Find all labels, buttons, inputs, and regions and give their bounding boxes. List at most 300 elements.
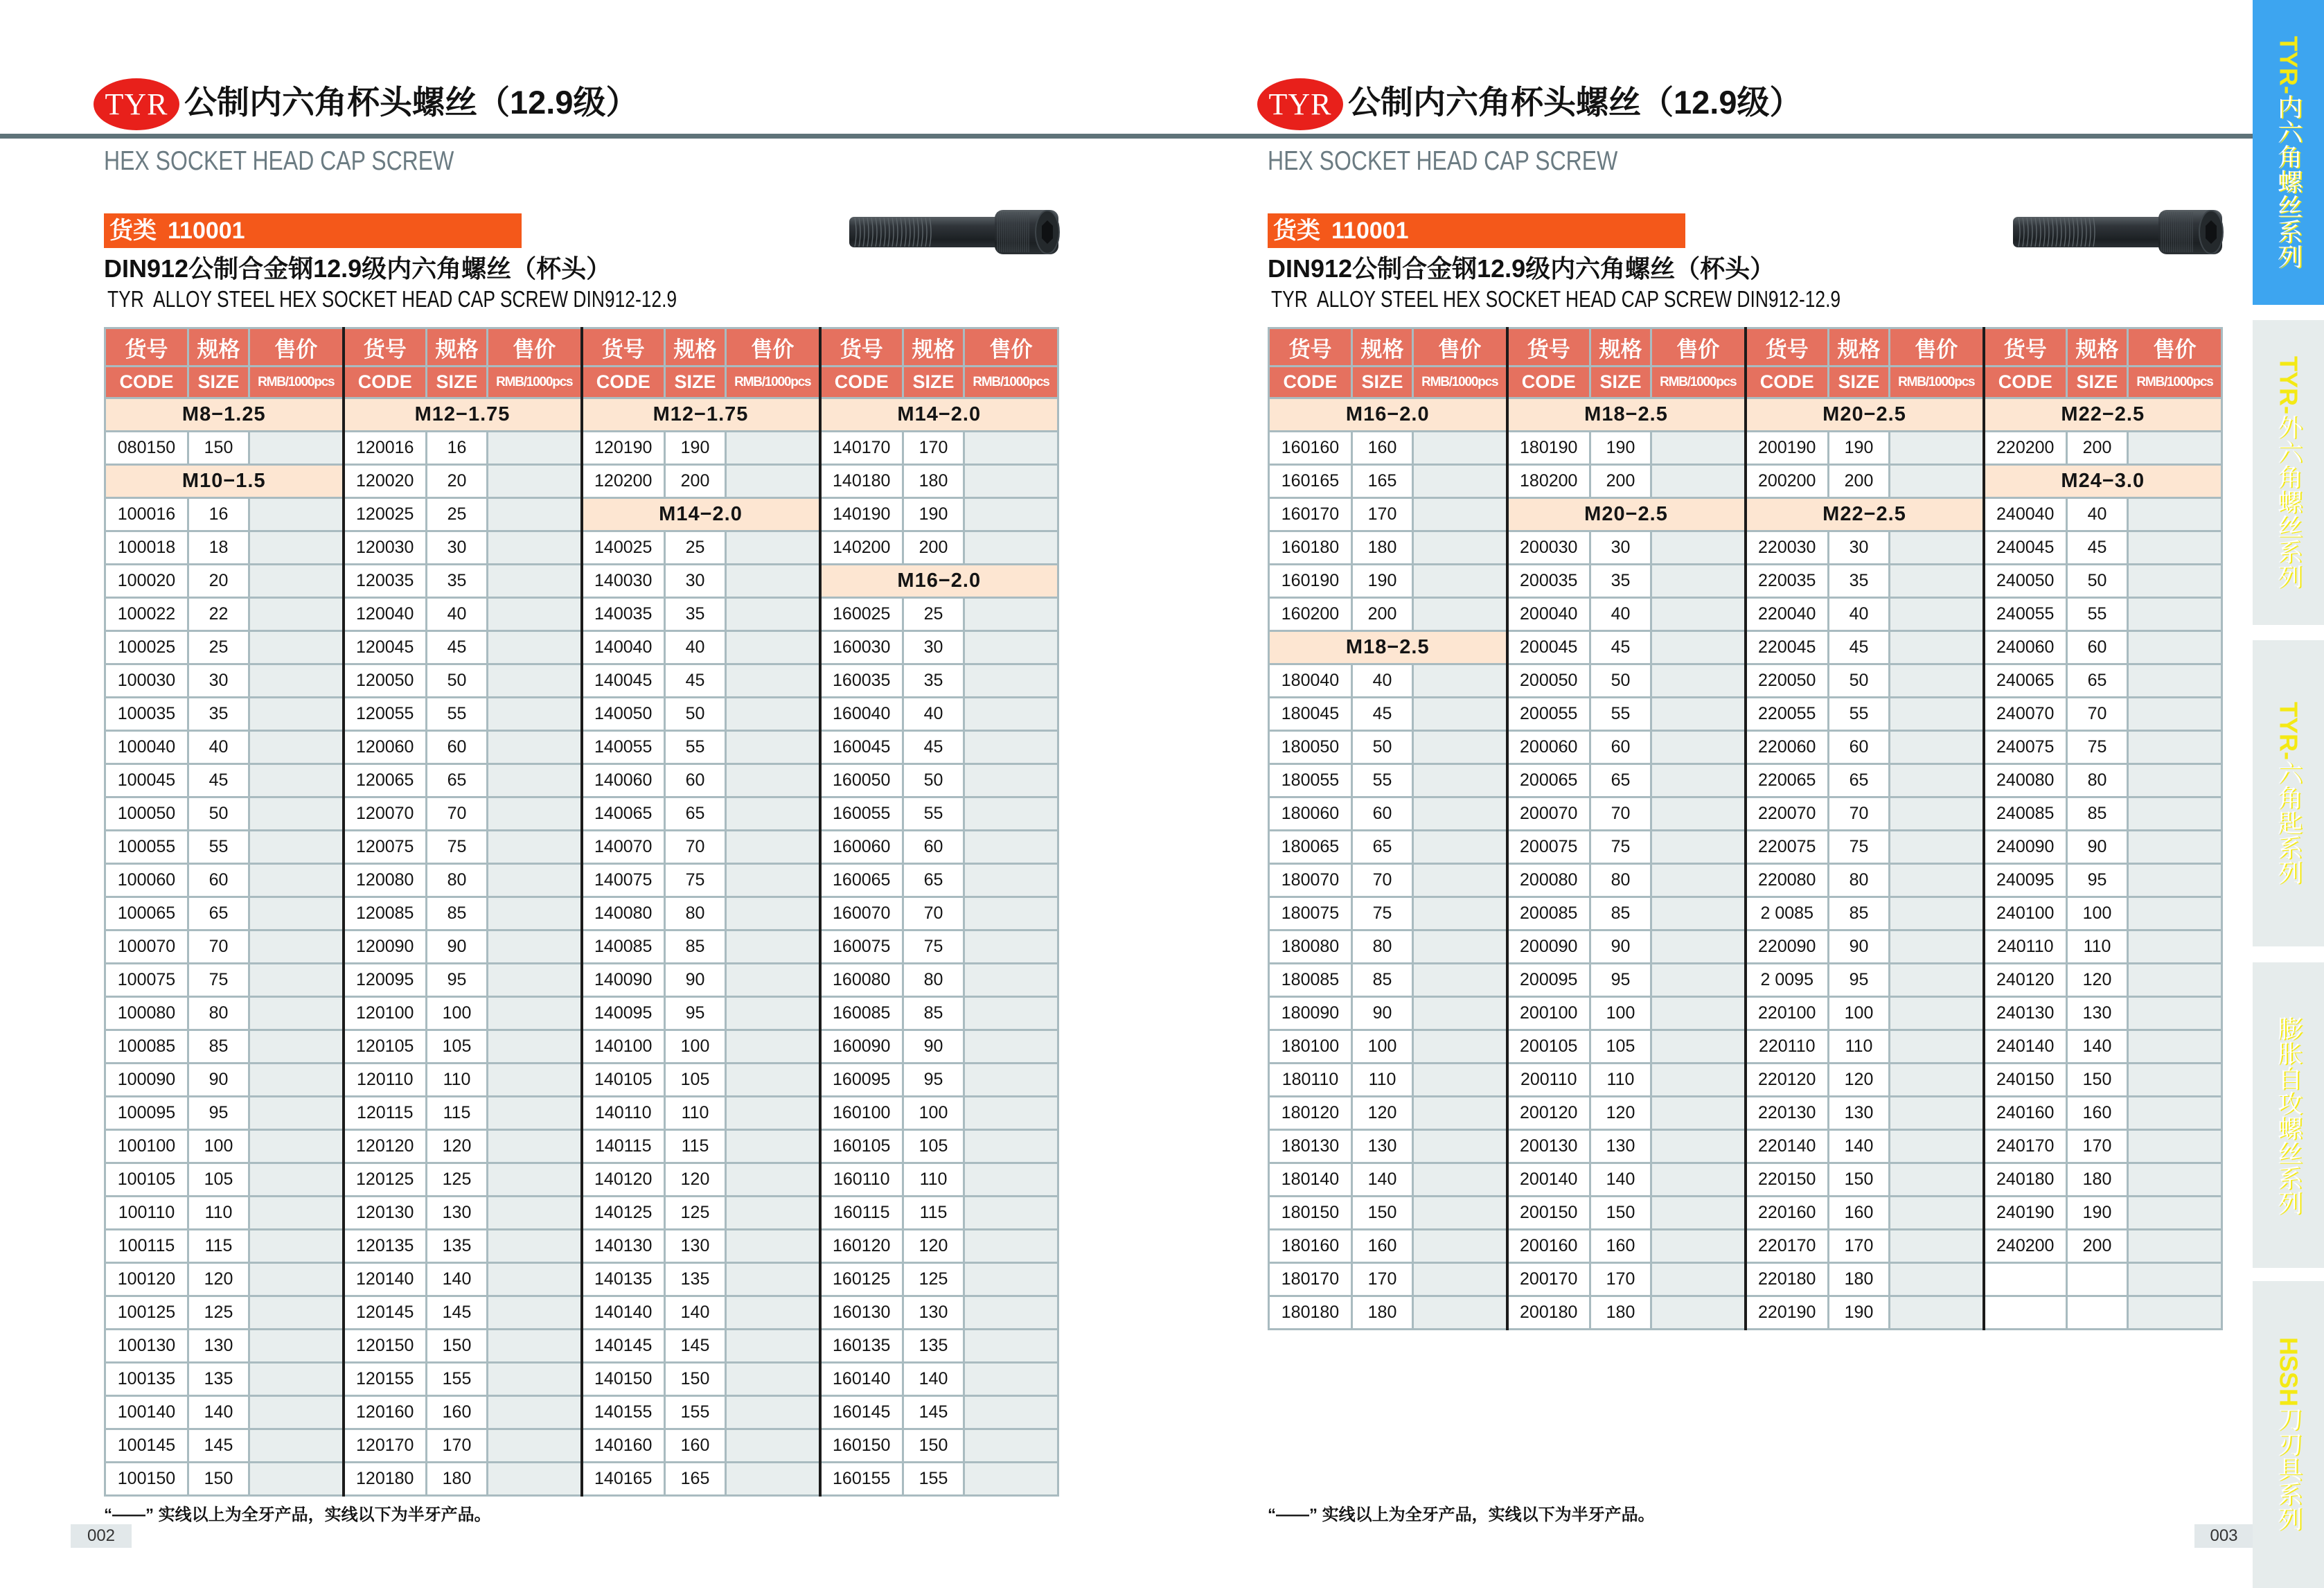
size-cell: 60: [1829, 731, 1890, 764]
product-code-cell: 160055: [820, 797, 903, 831]
table-row: [1269, 797, 2222, 831]
product-code-cell: 160170: [1269, 498, 1352, 531]
table-row: [105, 1197, 1058, 1230]
side-tab-hex-keys[interactable]: [2253, 640, 2324, 946]
product-code-cell: 160085: [820, 997, 903, 1030]
category-bar: [1268, 213, 1685, 248]
page-number: 003: [2194, 1524, 2253, 1548]
product-code-cell: 140110: [582, 1097, 665, 1130]
table-row: [1269, 1296, 2222, 1330]
product-code-cell: 220130: [1746, 1097, 1829, 1130]
size-cell: 85: [427, 897, 488, 930]
table-row: [105, 398, 1058, 432]
size-cell: 80: [427, 864, 488, 897]
product-code-cell: 120145: [344, 1296, 427, 1330]
table-row: [105, 1396, 1058, 1429]
category-label: 货类: [1273, 218, 1320, 244]
product-code-cell: [1984, 1263, 2067, 1296]
thread-size-section: M24−3.0: [1984, 465, 2222, 498]
thread-note: “——” 实线以上为全牙产品，实线以下为半牙产品。: [1268, 1506, 1655, 1524]
price-cell: [1890, 631, 1984, 664]
price-cell: [1651, 1064, 1746, 1097]
product-code-cell: 180040: [1269, 664, 1352, 698]
product-code-cell: 160115: [820, 1197, 903, 1230]
size-cell: 70: [665, 831, 726, 864]
product-code-cell: 140135: [582, 1263, 665, 1296]
size-cell: 95: [2067, 864, 2128, 897]
size-cell: 75: [2067, 731, 2128, 764]
product-code-cell: 160190: [1269, 565, 1352, 598]
price-cell: [2128, 1197, 2222, 1230]
column-header-code-cn: 货号: [1507, 328, 1590, 367]
price-cell: [726, 565, 820, 598]
size-cell: 140: [1590, 1163, 1651, 1197]
size-cell: 190: [1590, 432, 1651, 465]
product-code-cell: 100045: [105, 764, 188, 797]
product-code-cell: 220140: [1746, 1130, 1829, 1163]
side-tab-label: [2276, 356, 2301, 589]
product-code-cell: 140060: [582, 764, 665, 797]
price-cell: [1413, 565, 1507, 598]
size-cell: 200: [2067, 1230, 2128, 1263]
size-cell: 65: [1829, 764, 1890, 797]
price-cell: [1413, 1064, 1507, 1097]
product-code-cell: 220100: [1746, 997, 1829, 1030]
product-code-cell: 200090: [1507, 930, 1590, 964]
tyr-logo: [1257, 78, 1343, 130]
product-code-cell: 220200: [1984, 432, 2067, 465]
side-tab-title: 刀刃具系列: [2274, 1406, 2303, 1532]
price-cell: [488, 531, 582, 565]
thread-size-section: M22−2.5: [1984, 398, 2222, 432]
column-header-code-cn: 货号: [105, 328, 188, 367]
price-cell: [726, 1163, 820, 1197]
product-code-cell: 240100: [1984, 897, 2067, 930]
product-code-cell: 160065: [820, 864, 903, 897]
price-cell: [249, 1030, 344, 1064]
product-code-cell: 180140: [1269, 1163, 1352, 1197]
product-code-cell: 200200: [1746, 465, 1829, 498]
price-cell: [1890, 1030, 1984, 1064]
page-title: 公制内六角杯头螺丝（12.9级）: [184, 84, 639, 121]
price-cell: [1890, 1130, 1984, 1163]
product-code-cell: 200055: [1507, 698, 1590, 731]
column-header-size-cn: 规格: [1590, 328, 1651, 367]
product-code-cell: 160140: [820, 1363, 903, 1396]
side-tab-expansion-self-tapping-screws[interactable]: [2253, 962, 2324, 1268]
size-cell: 170: [903, 432, 964, 465]
product-spec-table: [104, 327, 1059, 1497]
size-cell: 120: [1829, 1064, 1890, 1097]
size-cell: 110: [2067, 930, 2128, 964]
price-cell: [2128, 964, 2222, 997]
price-cell: [249, 598, 344, 631]
category-code: 110001: [168, 218, 245, 244]
product-code-cell: 200030: [1507, 531, 1590, 565]
size-cell: 145: [427, 1296, 488, 1330]
product-code-cell: 220050: [1746, 664, 1829, 698]
price-cell: [2128, 1163, 2222, 1197]
size-cell: 25: [427, 498, 488, 531]
table-row: [105, 1030, 1058, 1064]
product-code-cell: 100018: [105, 531, 188, 565]
price-cell: [1890, 1097, 1984, 1130]
product-code-cell: 160040: [820, 698, 903, 731]
size-cell: 30: [188, 664, 249, 698]
side-tab-title: 内六角螺丝系列: [2274, 94, 2303, 269]
product-code-cell: 140030: [582, 565, 665, 598]
price-cell: [2128, 664, 2222, 698]
column-header-size-cn: 规格: [1352, 328, 1413, 367]
table-row: [105, 631, 1058, 664]
product-code-cell: 120140: [344, 1263, 427, 1296]
size-cell: 35: [665, 598, 726, 631]
product-code-cell: 120155: [344, 1363, 427, 1396]
price-cell: [964, 831, 1058, 864]
column-header-size-en: SIZE: [188, 367, 249, 398]
price-cell: [726, 1330, 820, 1363]
price-cell: [1413, 1296, 1507, 1330]
product-code-cell: 160060: [820, 831, 903, 864]
product-code-cell: 100140: [105, 1396, 188, 1429]
size-cell: 160: [2067, 1097, 2128, 1130]
price-cell: [1413, 964, 1507, 997]
size-cell: 85: [188, 1030, 249, 1064]
size-cell: 90: [903, 1030, 964, 1064]
size-cell: 55: [1590, 698, 1651, 731]
side-tab-brand: TYR-: [2274, 702, 2303, 760]
price-cell: [1413, 864, 1507, 897]
size-cell: 90: [427, 930, 488, 964]
size-cell: 75: [427, 831, 488, 864]
size-cell: 100: [665, 1030, 726, 1064]
product-code-cell: 240150: [1984, 1064, 2067, 1097]
size-cell: 150: [188, 1463, 249, 1496]
price-cell: [1890, 964, 1984, 997]
size-cell: 100: [1590, 997, 1651, 1030]
price-cell: [488, 698, 582, 731]
size-cell: 65: [903, 864, 964, 897]
product-code-cell: 220120: [1746, 1064, 1829, 1097]
product-code-cell: 180190: [1507, 432, 1590, 465]
price-cell: [1890, 664, 1984, 698]
column-header-code-en: CODE: [582, 367, 665, 398]
size-cell: 125: [188, 1296, 249, 1330]
product-code-cell: 120025: [344, 498, 427, 531]
price-cell: [1890, 831, 1984, 864]
price-cell: [1890, 897, 1984, 930]
product-code-cell: 200080: [1507, 864, 1590, 897]
price-cell: [2128, 1263, 2222, 1296]
product-code-cell: 140085: [582, 930, 665, 964]
price-cell: [488, 432, 582, 465]
price-cell: [726, 664, 820, 698]
price-cell: [1890, 698, 1984, 731]
product-code-cell: 240095: [1984, 864, 2067, 897]
product-code-cell: 100030: [105, 664, 188, 698]
product-code-cell: 200130: [1507, 1130, 1590, 1163]
size-cell: 105: [1590, 1030, 1651, 1064]
column-header-price-cn: 售价: [1651, 328, 1746, 367]
table-row: [105, 598, 1058, 631]
price-cell: [1651, 664, 1746, 698]
size-cell: 140: [2067, 1030, 2128, 1064]
price-cell: [964, 797, 1058, 831]
column-header-price-en: RMB/1000pcs: [1890, 367, 1984, 398]
product-code-cell: 120100: [344, 997, 427, 1030]
size-cell: 140: [427, 1263, 488, 1296]
table-row: [1269, 531, 2222, 565]
product-code-cell: 120035: [344, 565, 427, 598]
price-cell: [488, 1064, 582, 1097]
product-code-cell: 160030: [820, 631, 903, 664]
price-cell: [249, 1163, 344, 1197]
price-cell: [1413, 1230, 1507, 1263]
size-cell: 145: [188, 1429, 249, 1463]
price-cell: [1651, 598, 1746, 631]
column-header-size-cn: 规格: [903, 328, 964, 367]
price-cell: [726, 698, 820, 731]
size-cell: 70: [2067, 698, 2128, 731]
table-row: [105, 698, 1058, 731]
table-row: [1269, 997, 2222, 1030]
table-row: [105, 1363, 1058, 1396]
price-cell: [488, 831, 582, 864]
price-cell: [964, 1429, 1058, 1463]
price-cell: [1413, 930, 1507, 964]
column-header-price-en: RMB/1000pcs: [1651, 367, 1746, 398]
size-cell: 60: [1352, 797, 1413, 831]
price-cell: [964, 1097, 1058, 1130]
size-cell: 40: [188, 731, 249, 764]
column-header-code-en: CODE: [1507, 367, 1590, 398]
column-header-code-en: CODE: [344, 367, 427, 398]
size-cell: 35: [1590, 565, 1651, 598]
price-cell: [726, 1396, 820, 1429]
product-code-cell: 180120: [1269, 1097, 1352, 1130]
size-cell: 70: [1590, 797, 1651, 831]
side-tab-hex-socket-screws[interactable]: [2253, 0, 2324, 305]
price-cell: [1651, 864, 1746, 897]
size-cell: 110: [1590, 1064, 1651, 1097]
price-cell: [1413, 1030, 1507, 1064]
size-cell: 30: [1829, 531, 1890, 565]
product-code-cell: 240080: [1984, 764, 2067, 797]
price-cell: [488, 1429, 582, 1463]
size-cell: 105: [903, 1130, 964, 1163]
price-cell: [1651, 1163, 1746, 1197]
product-code-cell: 220030: [1746, 531, 1829, 565]
side-tab-cutting-tools[interactable]: [2253, 1281, 2324, 1588]
product-code-cell: 140045: [582, 664, 665, 698]
product-code-cell: 140090: [582, 964, 665, 997]
product-code-cell: 140150: [582, 1363, 665, 1396]
product-code-cell: 240200: [1984, 1230, 2067, 1263]
page-subtitle: HEX SOCKET HEAD CAP SCREW: [1268, 146, 1618, 176]
price-cell: [488, 1230, 582, 1263]
price-cell: [1890, 1064, 1984, 1097]
product-code-cell: 100055: [105, 831, 188, 864]
product-code-cell: 160070: [820, 897, 903, 930]
size-cell: 60: [1590, 731, 1651, 764]
table-row: [105, 997, 1058, 1030]
product-code-cell: 160100: [820, 1097, 903, 1130]
product-code-cell: 100105: [105, 1163, 188, 1197]
product-code-cell: 120105: [344, 1030, 427, 1064]
size-cell: 130: [903, 1296, 964, 1330]
product-code-cell: 160135: [820, 1330, 903, 1363]
size-cell: 150: [665, 1363, 726, 1396]
side-tab-hex-head-screws[interactable]: [2253, 320, 2324, 625]
size-cell: 120: [2067, 964, 2128, 997]
price-cell: [964, 1296, 1058, 1330]
price-cell: [249, 432, 344, 465]
product-code-cell: 120160: [344, 1396, 427, 1429]
table-row: [105, 797, 1058, 831]
product-code-cell: 220060: [1746, 731, 1829, 764]
column-header-code-cn: 货号: [1746, 328, 1829, 367]
price-cell: [249, 1230, 344, 1263]
table-row: [1269, 831, 2222, 864]
size-cell: 180: [1829, 1263, 1890, 1296]
table-row: [1269, 864, 2222, 897]
product-code-cell: 140180: [820, 465, 903, 498]
size-cell: 70: [1829, 797, 1890, 831]
size-cell: 40: [665, 631, 726, 664]
price-cell: [1651, 565, 1746, 598]
size-cell: 160: [427, 1396, 488, 1429]
catalog-page-right: [1164, 0, 2324, 1588]
size-cell: 55: [665, 731, 726, 764]
table-row: [1269, 930, 2222, 964]
price-cell: [249, 1097, 344, 1130]
size-cell: 125: [427, 1163, 488, 1197]
price-cell: [1651, 531, 1746, 565]
price-cell: [1413, 1163, 1507, 1197]
product-code-cell: 220070: [1746, 797, 1829, 831]
price-cell: [1651, 698, 1746, 731]
size-cell: 30: [665, 565, 726, 598]
size-cell: 45: [665, 664, 726, 698]
size-cell: 125: [903, 1263, 964, 1296]
size-cell: 150: [188, 432, 249, 465]
size-cell: 65: [188, 897, 249, 930]
size-cell: 40: [427, 598, 488, 631]
size-cell: 20: [427, 465, 488, 498]
price-cell: [249, 1263, 344, 1296]
price-cell: [488, 1097, 582, 1130]
side-tab-brand: TYR-: [2274, 356, 2303, 414]
side-tab-label: [2276, 36, 2301, 269]
price-cell: [1413, 764, 1507, 797]
product-code-cell: 180100: [1269, 1030, 1352, 1064]
size-cell: 200: [1590, 465, 1651, 498]
table-row: [105, 831, 1058, 864]
price-cell: [249, 897, 344, 930]
price-cell: [2128, 797, 2222, 831]
size-cell: 95: [665, 997, 726, 1030]
size-cell: 80: [903, 964, 964, 997]
product-code-cell: 220055: [1746, 698, 1829, 731]
product-code-cell: 160125: [820, 1263, 903, 1296]
price-cell: [488, 1263, 582, 1296]
product-code-cell: 140070: [582, 831, 665, 864]
column-header-price-en: RMB/1000pcs: [249, 367, 344, 398]
price-cell: [726, 864, 820, 897]
price-cell: [1413, 797, 1507, 831]
size-cell: 60: [188, 864, 249, 897]
product-code-cell: 200040: [1507, 598, 1590, 631]
size-cell: 40: [903, 698, 964, 731]
price-cell: [488, 1030, 582, 1064]
thread-size-section: M20−2.5: [1746, 398, 1984, 432]
size-cell: 120: [427, 1130, 488, 1163]
product-code-cell: 120075: [344, 831, 427, 864]
price-cell: [964, 1030, 1058, 1064]
price-cell: [726, 1296, 820, 1330]
product-code-cell: 120200: [582, 465, 665, 498]
column-header-code-cn: 货号: [1984, 328, 2067, 367]
size-cell: 100: [188, 1130, 249, 1163]
price-cell: [249, 1396, 344, 1429]
size-cell: 35: [903, 664, 964, 698]
table-row: [1269, 1230, 2222, 1263]
column-header-price-cn: 售价: [1413, 328, 1507, 367]
product-code-cell: 140155: [582, 1396, 665, 1429]
product-code-cell: 140065: [582, 797, 665, 831]
product-code-cell: 240190: [1984, 1197, 2067, 1230]
size-cell: 50: [188, 797, 249, 831]
product-code-cell: 160200: [1269, 598, 1352, 631]
thread-size-section: M8−1.25: [105, 398, 344, 432]
price-cell: [964, 698, 1058, 731]
price-cell: [726, 631, 820, 664]
size-cell: 120: [665, 1163, 726, 1197]
price-cell: [1890, 930, 1984, 964]
product-code-cell: 100050: [105, 797, 188, 831]
table-row: [1269, 465, 2222, 498]
product-code-cell: 120180: [344, 1463, 427, 1496]
product-code-cell: 200045: [1507, 631, 1590, 664]
column-header-code-en: CODE: [1269, 367, 1352, 398]
product-code-cell: 180045: [1269, 698, 1352, 731]
size-cell: 170: [2067, 1130, 2128, 1163]
table-row: [1269, 1197, 2222, 1230]
price-cell: [249, 1363, 344, 1396]
product-title-cn: DIN912公制合金钢12.9级内六角螺丝（杯头）: [1268, 254, 1775, 283]
product-code-cell: 220075: [1746, 831, 1829, 864]
price-cell: [964, 1330, 1058, 1363]
size-cell: 200: [903, 531, 964, 565]
price-cell: [2128, 897, 2222, 930]
size-cell: 135: [427, 1230, 488, 1263]
product-code-cell: 100100: [105, 1130, 188, 1163]
price-cell: [488, 731, 582, 764]
size-cell: 20: [188, 565, 249, 598]
price-cell: [488, 1130, 582, 1163]
product-code-cell: 240060: [1984, 631, 2067, 664]
column-header-size-cn: 规格: [665, 328, 726, 367]
price-cell: [964, 1197, 1058, 1230]
size-cell: 200: [1829, 465, 1890, 498]
price-cell: [726, 1030, 820, 1064]
price-cell: [249, 1463, 344, 1496]
product-code-cell: 120040: [344, 598, 427, 631]
size-cell: 140: [188, 1396, 249, 1429]
size-cell: 170: [1590, 1263, 1651, 1296]
product-code-cell: 140200: [820, 531, 903, 565]
size-cell: 115: [665, 1130, 726, 1163]
